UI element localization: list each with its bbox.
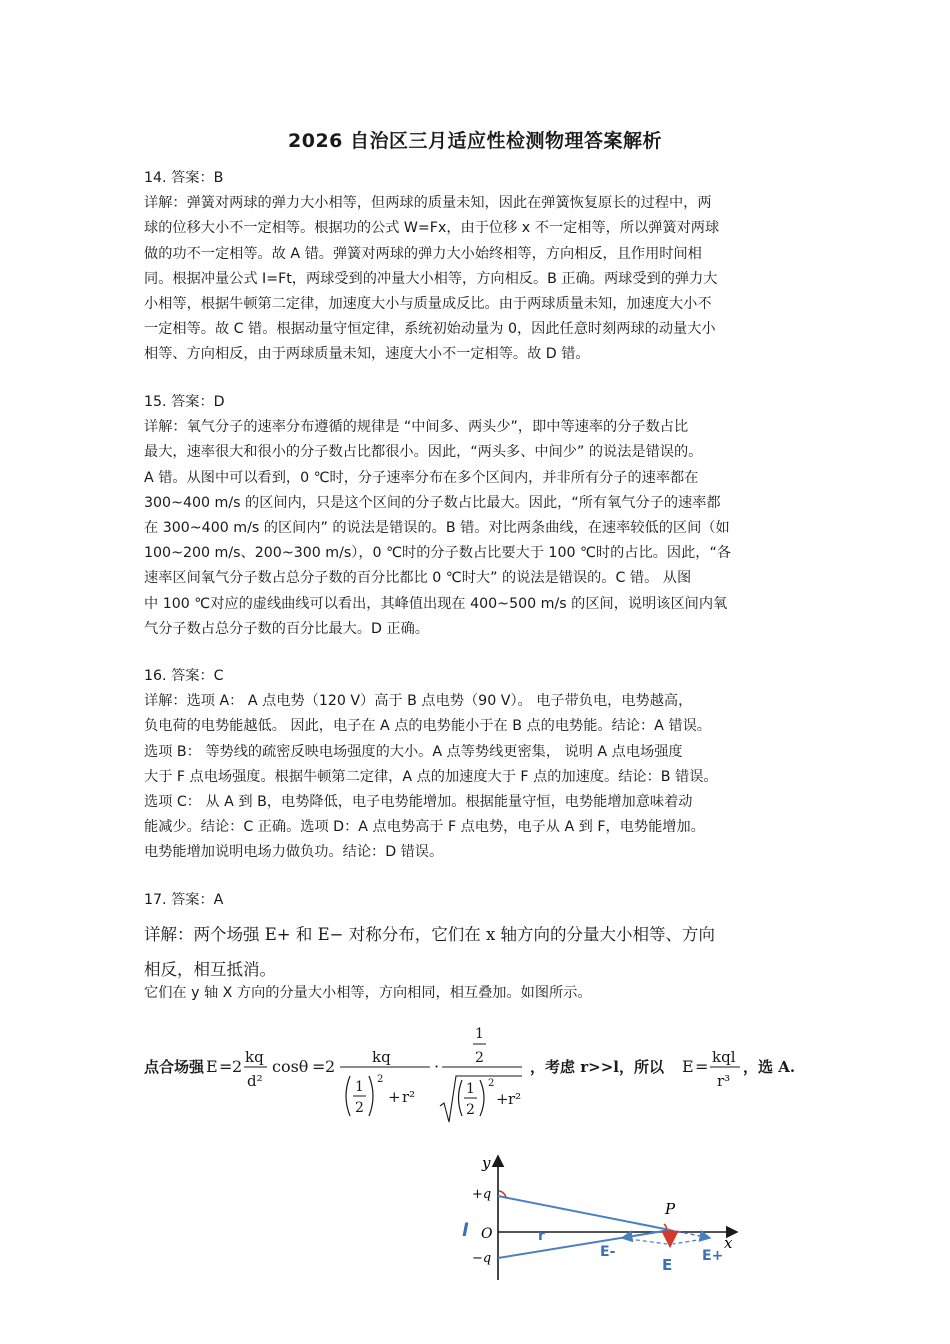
q16-line: 大于 F 点电场强度。根据牛顿第二定律，A 点的加速度大于 F 点的加速度。结论：B 错误。 — [144, 768, 718, 785]
q16-line: 选项 C： 从 A 到 B，电势降低，电子电势能增加。根据能量守恒，电势能增加意味着动 — [144, 794, 693, 811]
formula-r2: r² — [508, 1090, 522, 1108]
q14-answer: 14. 答案：B — [144, 170, 224, 186]
q14-line: 详解：弹簧对两球的弹力大小相等，但两球的质量未知，因此在弹簧恢复原长的过程中，两 — [144, 195, 712, 212]
q14-section — [144, 166, 809, 368]
formula-cos: cosθ — [272, 1057, 309, 1076]
paren-left — [459, 1080, 463, 1116]
q16-line: 电势能增加说明电场力做负功。结论：D 错误。 — [144, 844, 444, 861]
q14-line: 同。根据冲量公式 I=Ft，两球受到的冲量大小相等，方向相反。B 正确。两球受到的弹力大 — [144, 270, 718, 287]
paren-right — [480, 1080, 484, 1116]
formula-kq: kq — [245, 1048, 264, 1066]
formula-two: 2 — [488, 1078, 495, 1089]
l-label: l — [462, 1220, 469, 1241]
x-axis-label: x — [724, 1234, 733, 1252]
paren-left — [346, 1076, 350, 1116]
e-label: E — [662, 1256, 673, 1274]
formula-plus: + — [388, 1088, 401, 1106]
formula-plus: + — [496, 1090, 509, 1108]
parallelogram-edge — [622, 1238, 667, 1244]
e-minus-label: E- — [600, 1244, 616, 1260]
formula-lead: 点合场强 — [144, 1058, 205, 1076]
q15-line: 300~400 m/s 的区间内，只是这个区间的分子数占比最大。因此，“所有氧气分子的速率都 — [144, 494, 721, 511]
q17-line: 它们在 y 轴 X 方向的分量大小相等，方向相同，相互叠加。如图所示。 — [144, 985, 592, 1002]
q16-line: 详解：选项 A： A 点电势（120 V）高于 B 点电势（90 V）。 电子带负电，电势越高， — [144, 693, 693, 710]
r-label: r — [538, 1228, 545, 1244]
q16-line: 选项 B： 等势线的疏密反映电场强度的大小。A 点等势线更密集， 说明 A 点电场强度 — [144, 743, 683, 760]
formula-one: 1 — [355, 1079, 364, 1095]
formula-eq: = — [219, 1057, 233, 1076]
plus-q-label: +q — [472, 1187, 492, 1202]
q15-answer: 15. 答案：D — [144, 394, 225, 410]
q14-line: 做的功不一定相等。故 A 错。弹簧对两球的弹力大小始终相等，方向相反，且作用时间相 — [144, 245, 702, 262]
page-title: 2026 自治区三月适应性检测物理答案解析 — [288, 130, 662, 152]
formula-dot: · — [434, 1057, 440, 1076]
q15-line: 100~200 m/s、200~300 m/s），0 ℃时的分子数占比要大于 100 ℃时的占比。因此，“各 — [144, 545, 731, 562]
q14-line: 小相等，根据牛顿第二定律，加速度大小与质量成反比。由于两球质量未知，加速度大小不 — [144, 296, 712, 313]
point-p-label: P — [665, 1200, 676, 1218]
formula-r3: r³ — [717, 1072, 731, 1090]
field-diagram — [452, 1148, 752, 1288]
line-from-plus-q — [498, 1196, 670, 1230]
formula-r2: r² — [402, 1088, 416, 1106]
formula-two: 2 — [325, 1057, 336, 1076]
q17-line: 相反，相互抵消。 — [144, 960, 276, 980]
q16-line: 能减少。结论：C 正确。选项 D：A 点电势高于 F 点电势，电子从 A 到 F，电势能增加。 — [144, 819, 705, 836]
q15-line: A 错。从图中可以看到，0 ℃时，分子速率分布在多个区间内，并非所有分子的速率都在 — [144, 469, 699, 486]
formula-two: 2 — [232, 1057, 243, 1076]
q14-line: 相等、方向相反，由于两球质量未知，速度大小不一定相等。故 D 错。 — [144, 346, 590, 363]
formula-kq: kq — [372, 1048, 391, 1066]
formula-d2: d² — [247, 1072, 263, 1090]
origin-label: O — [481, 1226, 493, 1242]
q16-section — [144, 664, 809, 866]
formula-E: E — [206, 1057, 218, 1076]
q15-line: 详解：氧气分子的速率分布遵循的规律是 “中间多、两头少”，即中等速率的分子数占比 — [144, 419, 689, 436]
formula-E: E — [682, 1057, 694, 1076]
e-minus-vector — [622, 1230, 670, 1238]
q17-line: 详解：两个场强 E+ 和 E− 对称分布，它们在 x 轴方向的分量大小相等、方向 — [144, 925, 716, 945]
formula-eq: = — [312, 1057, 326, 1076]
formula-eq: = — [695, 1057, 709, 1076]
q17-section — [144, 888, 809, 1006]
q14-line: 一定相等。故 C 错。根据动量守恒定律，系统初始动量为 0，因此任意时刻两球的动量大小 — [144, 321, 716, 338]
formula-two: 2 — [466, 1102, 475, 1118]
q15-line: 在 300~400 m/s 的区间内” 的说法是错误的。B 错。对比两条曲线，在速率较低的区间（如 — [144, 520, 730, 537]
formula-pick: ，选 A. — [743, 1058, 796, 1076]
q15-line: 气分子数占总分子数的百分比最大。D 正确。 — [144, 620, 429, 637]
formula-one: 1 — [466, 1081, 475, 1097]
minus-q-label: −q — [472, 1251, 492, 1266]
q15-line: 最大，速率很大和很小的分子数占比都很小。因此，“两头多、中间少” 的说法是错误的。 — [144, 444, 703, 461]
formula-consider: ，考虑 r>>l，所以 — [530, 1058, 664, 1076]
q14-line: 球的位移大小不一定相等。根据功的公式 W=Fx，由于位移 x 不一定相等，所以弹簧对两球 — [144, 220, 720, 237]
q15-section — [144, 390, 809, 642]
formula-two: 2 — [355, 1100, 364, 1116]
q16-line: 负电荷的电势能越低。 因此，电子在 A 点的电势能小于在 B 点的电势能。结论：A 错误。 — [144, 718, 711, 735]
q16-answer: 16. 答案：C — [144, 668, 224, 684]
formula-kql: kql — [712, 1048, 736, 1066]
q15-line: 速率区间氧气分子数占总分子数的百分比都比 0 ℃时大” 的说法是错误的。C 错。 从图 — [144, 570, 692, 587]
formula-two: 2 — [377, 1074, 384, 1085]
q17-answer: 17. 答案：A — [144, 892, 224, 908]
field-formula — [144, 1018, 824, 1130]
formula-two: 2 — [475, 1050, 484, 1066]
paren-right — [369, 1076, 373, 1116]
y-axis-label: y — [482, 1154, 491, 1172]
q15-line: 中 100 ℃对应的虚线曲线可以看出，其峰值出现在 400~500 m/s 的区间，说明该区间内氧 — [144, 595, 728, 612]
formula-one: 1 — [475, 1026, 484, 1042]
e-plus-vector — [670, 1230, 710, 1238]
e-plus-label: E+ — [702, 1248, 724, 1264]
parallelogram-edge — [673, 1238, 710, 1244]
